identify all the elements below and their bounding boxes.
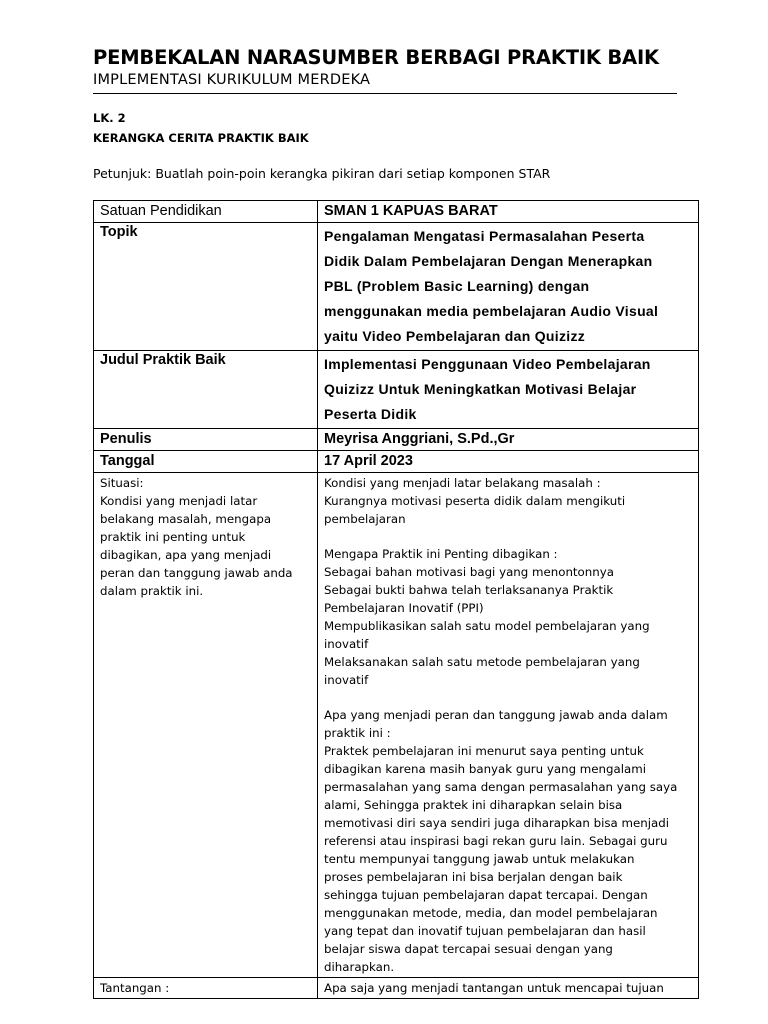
peran-line: Praktek pembelajaran ini menurut saya penting untuk bbox=[324, 744, 644, 758]
peran-line: Apa yang menjadi peran dan tanggung jawab anda dalam bbox=[324, 708, 668, 722]
tantangan-label: Tantangan : bbox=[94, 978, 318, 999]
row-penulis bbox=[94, 429, 699, 451]
mengapa-line: inovatif bbox=[324, 637, 369, 651]
kondisi-line: Kondisi yang menjadi latar belakang masalah : bbox=[324, 476, 601, 490]
satuan-label: Satuan Pendidikan bbox=[94, 201, 318, 223]
topik-label: Topik bbox=[94, 223, 318, 351]
row-situasi bbox=[94, 473, 699, 978]
tanggal-value: 17 April 2023 bbox=[318, 451, 699, 473]
row-topik bbox=[94, 223, 699, 351]
topik-line: yaitu Video Pembelajaran dan Quizizz bbox=[324, 328, 586, 344]
situasi-label-line: Kondisi yang menjadi latar bbox=[100, 494, 258, 508]
row-tanggal bbox=[94, 451, 699, 473]
judul-label: Judul Praktik Baik bbox=[94, 351, 318, 429]
topik-value bbox=[318, 223, 699, 351]
lk-number: LK. 2 bbox=[93, 111, 126, 125]
peran-line: dibagikan karena masih banyak guru yang mengalami bbox=[324, 762, 647, 776]
situasi-label bbox=[94, 473, 318, 978]
judul-line: Implementasi Penggunaan Video Pembelajaran bbox=[324, 356, 651, 372]
document-title: PEMBEKALAN NARASUMBER BERBAGI PRAKTIK BAIK bbox=[93, 46, 659, 69]
topik-line: menggunakan media pembelajaran Audio Visual bbox=[324, 303, 659, 319]
mengapa-line: Pembelajaran Inovatif (PPI) bbox=[324, 601, 484, 615]
situasi-value bbox=[318, 473, 699, 978]
peran-line: memotivasi diri saya sendiri juga diharapkan bisa menjadi bbox=[324, 816, 669, 830]
tantangan-value: Apa saja yang menjadi tantangan untuk mencapai tujuan bbox=[318, 978, 699, 999]
situasi-label-line: Situasi: bbox=[100, 476, 144, 490]
judul-line: Quizizz Untuk Meningkatkan Motivasi Belajar bbox=[324, 381, 637, 397]
topik-line: PBL (Problem Basic Learning) dengan bbox=[324, 278, 590, 294]
mengapa-line: Mengapa Praktik ini Penting dibagikan : bbox=[324, 547, 558, 561]
mengapa-line: inovatif bbox=[324, 673, 369, 687]
section-heading: KERANGKA CERITA PRAKTIK BAIK bbox=[93, 131, 309, 145]
situasi-label-line: belakang masalah, mengapa bbox=[100, 512, 272, 526]
situasi-label-line: peran dan tanggung jawab anda bbox=[100, 566, 293, 580]
instruction-text: Petunjuk: Buatlah poin-poin kerangka pikiran dari setiap komponen STAR bbox=[93, 166, 551, 181]
kondisi-line: pembelajaran bbox=[324, 512, 406, 526]
peran-line: menggunakan metode, media, dan model pembelajaran bbox=[324, 906, 658, 920]
tanggal-label: Tanggal bbox=[94, 451, 318, 473]
judul-value bbox=[318, 351, 699, 429]
peran-line: referensi atau inspirasi bagi rekan guru lain. Sebagai guru bbox=[324, 834, 668, 848]
peran-line: alami, Sehingga praktek ini diharapkan selain bisa bbox=[324, 798, 623, 812]
peran-line: sehingga tujuan pembelajaran dapat tercapai. Dengan bbox=[324, 888, 648, 902]
paragraph-gap bbox=[324, 528, 692, 545]
title-underline bbox=[93, 93, 677, 94]
paragraph-gap bbox=[324, 689, 692, 706]
penulis-value: Meyrisa Anggriani, S.Pd.,Gr bbox=[318, 429, 699, 451]
situasi-label-line: praktik ini penting untuk bbox=[100, 530, 246, 544]
penulis-label: Penulis bbox=[94, 429, 318, 451]
topik-line: Didik Dalam Pembelajaran Dengan Menerapkan bbox=[324, 253, 653, 269]
peran-line: proses pembelajaran ini bisa berjalan dengan baik bbox=[324, 870, 623, 884]
row-judul bbox=[94, 351, 699, 429]
peran-line: praktik ini : bbox=[324, 726, 391, 740]
topik-line: Pengalaman Mengatasi Permasalahan Peserta bbox=[324, 228, 645, 244]
mengapa-line: Mempublikasikan salah satu model pembelajaran yang bbox=[324, 619, 650, 633]
mengapa-line: Melaksanakan salah satu metode pembelajaran yang bbox=[324, 655, 640, 669]
mengapa-line: Sebagai bukti bahwa telah terlaksananya Praktik bbox=[324, 583, 614, 597]
peran-line: diharapkan. bbox=[324, 960, 395, 974]
row-tantangan bbox=[94, 978, 699, 999]
row-satuan bbox=[94, 201, 699, 223]
situasi-label-line: dalam praktik ini. bbox=[100, 584, 204, 598]
peran-line: belajar siswa dapat tercapai sesuai dengan yang bbox=[324, 942, 613, 956]
peran-line: permasalahan yang sama dengan permasalahan yang saya bbox=[324, 780, 678, 794]
peran-line: yang tepat dan inovatif tujuan pembelajaran dan hasil bbox=[324, 924, 646, 938]
star-table bbox=[93, 200, 699, 999]
kondisi-line: Kurangnya motivasi peserta didik dalam mengikuti bbox=[324, 494, 626, 508]
situasi-label-line: dibagikan, apa yang menjadi bbox=[100, 548, 272, 562]
mengapa-line: Sebagai bahan motivasi bagi yang menontonnya bbox=[324, 565, 614, 579]
judul-line: Peserta Didik bbox=[324, 406, 417, 422]
satuan-value: SMAN 1 KAPUAS BARAT bbox=[318, 201, 699, 223]
peran-line: tentu mempunyai tanggung jawab untuk melakukan bbox=[324, 852, 635, 866]
document-subtitle: IMPLEMENTASI KURIKULUM MERDEKA bbox=[93, 72, 371, 88]
